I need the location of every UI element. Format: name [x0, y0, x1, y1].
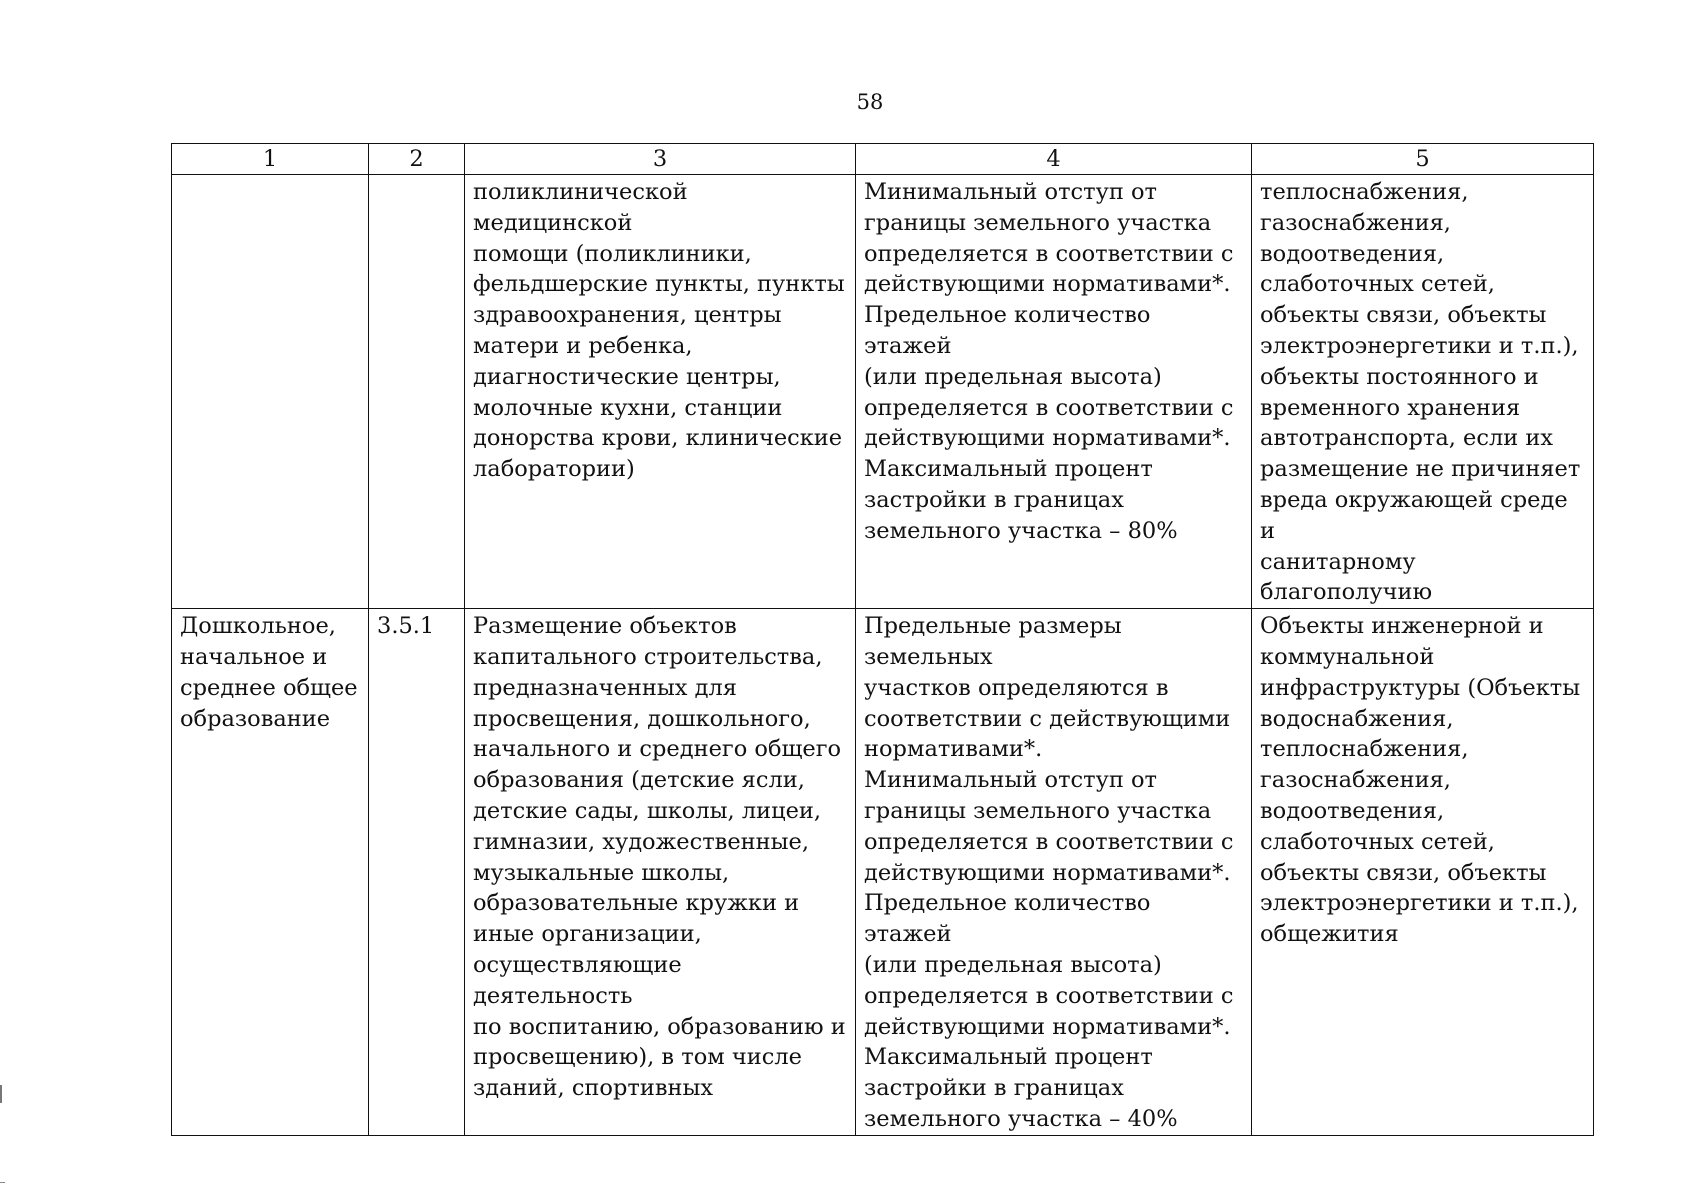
- cell-parameters: [856, 609, 1252, 1136]
- table-row: [172, 175, 1594, 609]
- cell-text: теплоснабжения, газоснабжения, водоотведения, слаботочных сетей, объекты связи, объекты электроэнергетики и т.п.), объекты постоянного и временного хранения автотранспорта, если их размещение не причиняет вреда окружающей среде и санитарному благополучию: [1260, 179, 1581, 606]
- column-header-3: 3: [465, 144, 856, 175]
- cell-text: Размещение объектов капитального строительства, предназначенных для просвещения, дошкольного, начального и среднего общего образования (детские ясли, детские сады, школы, лицеи, гимназии, художественные, музыкальные школы, образовательные кружки и иные организации, осуществляющие деятельность по воспитанию, образованию и просвещению), в том числе зданий, спортивных: [473, 613, 846, 1102]
- cell-auxiliary-uses: [1252, 609, 1594, 1136]
- table-header-row: [172, 144, 1594, 175]
- cell-use-description: [465, 609, 856, 1136]
- cell-use-code: [369, 175, 465, 609]
- zoning-table: [171, 143, 1594, 1136]
- column-header-4: 4: [856, 144, 1252, 175]
- column-header-5: 5: [1252, 144, 1594, 175]
- cell-use-name: [172, 609, 369, 1136]
- table-row: [172, 609, 1594, 1136]
- cell-parameters: [856, 175, 1252, 609]
- cell-text: Объекты инженерной и коммунальной инфраструктуры (Объекты водоснабжения, теплоснабжения, газоснабжения, водоотведения, слаботочных сетей, объекты связи, объекты электроэнергетики и т.п.), общежития: [1260, 613, 1581, 948]
- cell-use-name: [172, 175, 369, 609]
- cell-use-code: [369, 609, 465, 1136]
- cell-auxiliary-uses: [1252, 175, 1594, 609]
- cell-text: Минимальный отступ от границы земельного участка определяется в соответствии с действующими нормативами*. Предельное количество этажей (или предельная высота) определяется в соответствии с действующими нормативами*. Максимальный процент застройки в границах земельного участка – 80%: [864, 179, 1234, 544]
- column-header-2: 2: [369, 144, 465, 175]
- cell-text: 3.5.1: [377, 613, 435, 640]
- scan-margin-mark: [0, 1085, 7, 1103]
- cell-use-description: [465, 175, 856, 609]
- cell-text: Дошкольное, начальное и среднее общее образование: [180, 613, 358, 732]
- column-header-1: 1: [172, 144, 369, 175]
- cell-text: поликлинической медицинской помощи (поликлиники, фельдшерские пункты, пункты здравоохранения, центры матери и ребенка, диагностические центры, молочные кухни, станции донорства крови, клинические лаборатории): [473, 179, 845, 483]
- cell-text: Предельные размеры земельных участков определяются в соответствии с действующими нормативами*. Минимальный отступ от границы земельного участка определяется в соответствии с действующими нормативами*. Предельное количество этажей (или предельная высота) определяется в соответствии с действующими нормативами*. Максимальный процент застройки в границах земельного участка – 40%: [864, 613, 1234, 1132]
- page-number: 58: [856, 90, 884, 114]
- scan-margin-dash: [0, 1182, 5, 1183]
